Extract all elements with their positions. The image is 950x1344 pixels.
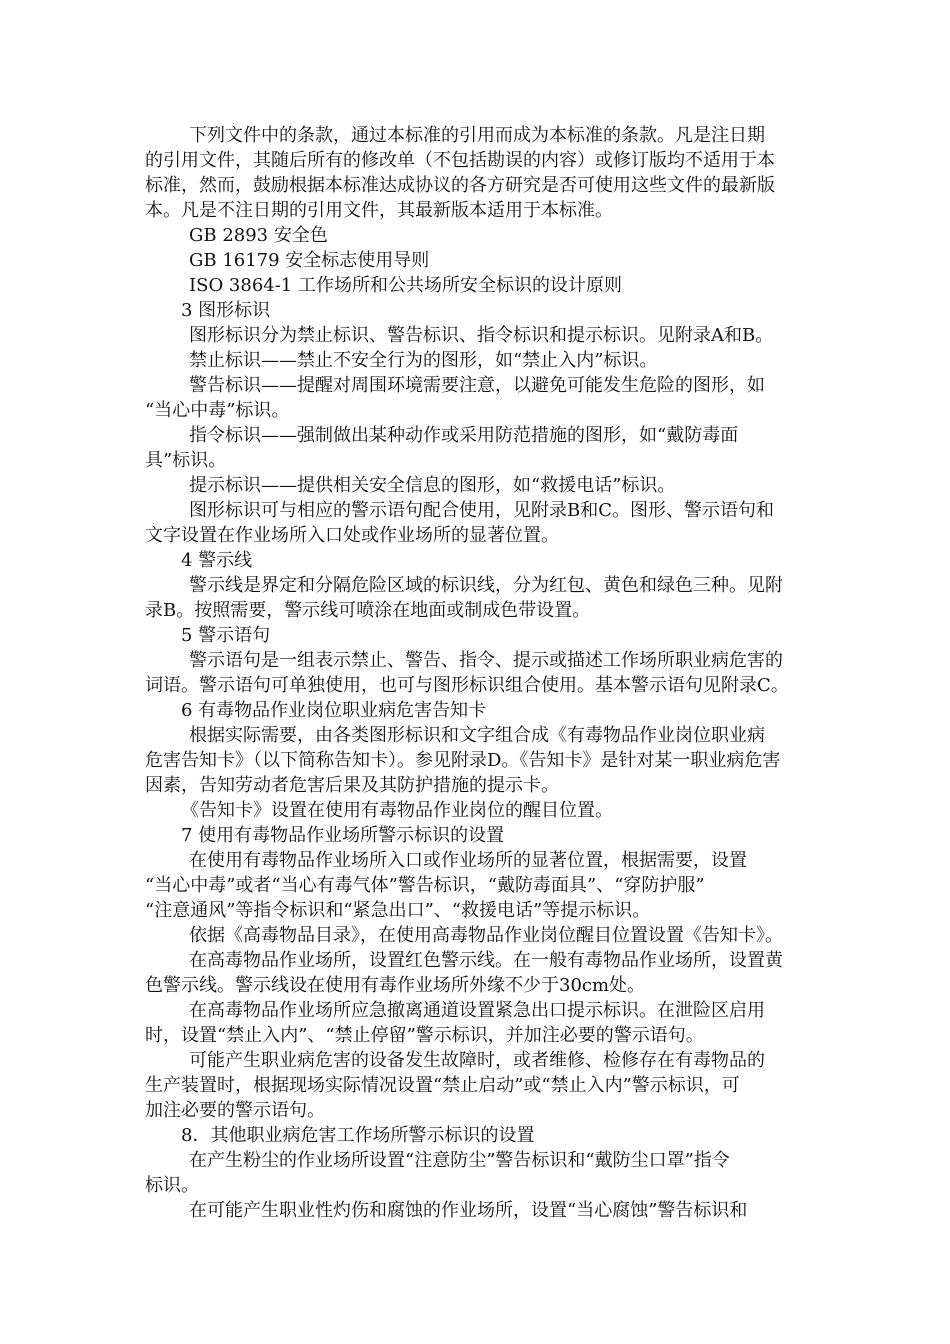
text-line: 标识。 [145,1175,199,1196]
section-heading: 7 使用有毒物品作业场所警示标识的设置 [181,825,505,846]
text-line: 词语。警示语句可单独使用，也可与图形标识组合使用。基本警示语句见附录C。 [145,675,789,696]
text-line: 警示语句是一组表示禁止、警告、指令、提示或描述工作场所职业病危害的 [189,650,783,671]
text-line: 在高毒物品作业场所，设置红色警示线。在一般有毒物品作业场所，设置黄 [189,950,783,971]
text-line: 在使用有毒物品作业场所入口或作业场所的显著位置，根据需要，设置 [189,850,747,871]
text-line: 在可能产生职业性灼伤和腐蚀的作业场所，设置“当心腐蚀”警告标识和 [189,1200,748,1221]
text-line: GB 16179 安全标志使用导则 [189,250,430,271]
text-line: 根据实际需要，由各类图形标识和文字组合成《有毒物品作业岗位职业病 [189,725,765,746]
text-line: 危害告知卡》（以下简称告知卡）。参见附录D。《告知卡》是针对某一职业病危害 [145,750,781,771]
text-line: 图形标识分为禁止标识、警告标识、指令标识和提示标识。见附录A和B。 [189,325,774,346]
text-line: “当心中毒”或者“当心有毒气体”警告标识，“戴防毒面具”、“穿防护服” [145,875,705,896]
text-line: “当心中毒”标识。 [145,400,290,421]
section-heading: 3 图形标识 [181,300,271,321]
text-line: 加注必要的警示语句。 [145,1100,325,1121]
text-line: 时，设置“禁止入内”、“禁止停留”警示标识，并加注必要的警示语句。 [145,1025,704,1046]
text-line: 因素，告知劳动者危害后果及其防护措施的提示卡。 [145,775,559,796]
text-line: GB 2893 安全色 [189,225,328,246]
text-line: 禁止标识——禁止不安全行为的图形，如“禁止入内”标识。 [189,350,658,371]
text-line: 《告知卡》设置在使用有毒物品作业岗位的醒目位置。 [181,800,613,821]
text-line: 标准，然而，鼓励根据本标准达成协议的各方研究是否可使用这些文件的最新版 [145,175,775,196]
text-line: 图形标识可与相应的警示语句配合使用，见附录B和C。图形、警示语句和 [189,500,774,521]
text-line: 下列文件中的条款，通过本标准的引用而成为本标准的条款。凡是注日期 [189,125,765,146]
text-line: 警告标识——提醒对周围环境需要注意，以避免可能发生危险的图形，如 [189,375,765,396]
text-line: 提示标识——提供相关安全信息的图形，如“救援电话”标识。 [189,475,676,496]
section-heading: 8．其他职业病危害工作场所警示标识的设置 [181,1125,535,1146]
text-line: 依据《高毒物品目录》，在使用高毒物品作业岗位醒目位置设置《告知卡》。 [189,925,783,946]
document-body [145,123,805,1223]
text-line: 指令标识——强制做出某种动作或采用防范措施的图形，如“戴防毒面 [189,425,739,446]
text-line: 在产生粉尘的作业场所设置“注意防尘”警告标识和“戴防尘口罩”指令 [189,1150,730,1171]
text-line: 警示线是界定和分隔危险区域的标识线，分为红包、黄色和绿色三种。见附 [189,575,783,596]
text-line: “注意通风”等指令标识和“紧急出口”、“救援电话”等提示标识。 [145,900,651,921]
text-line: 色警示线。警示线设在使用有毒作业场所外缘不少于30cm处。 [145,975,646,996]
text-line: 文字设置在作业场所入口处或作业场所的显著位置。 [145,525,559,546]
text-line: 具”标识。 [145,450,227,471]
text-line: 录B。按照需要，警示线可喷涂在地面或制成色带设置。 [145,600,591,621]
section-heading: 6 有毒物品作业岗位职业病危害告知卡 [181,700,487,721]
section-heading: 4 警示线 [181,550,253,571]
text-line: 生产装置时，根据现场实际情况设置“禁止启动”或“禁止入内”警示标识，可 [145,1075,740,1096]
section-heading: 5 警示语句 [181,625,271,646]
text-line: 在高毒物品作业场所应急撤离通道设置紧急出口提示标识。在泄险区启用 [189,1000,765,1021]
text-line: ISO 3864-1 工作场所和公共场所安全标识的设计原则 [189,275,622,296]
text-line: 可能产生职业病危害的设备发生故障时，或者维修、检修存在有毒物品的 [189,1050,765,1071]
text-line: 的引用文件，其随后所有的修改单（不包括勘误的内容）或修订版均不适用于本 [145,150,775,171]
text-line: 本。凡是不注日期的引用文件，其最新版本适用于本标准。 [145,200,613,221]
